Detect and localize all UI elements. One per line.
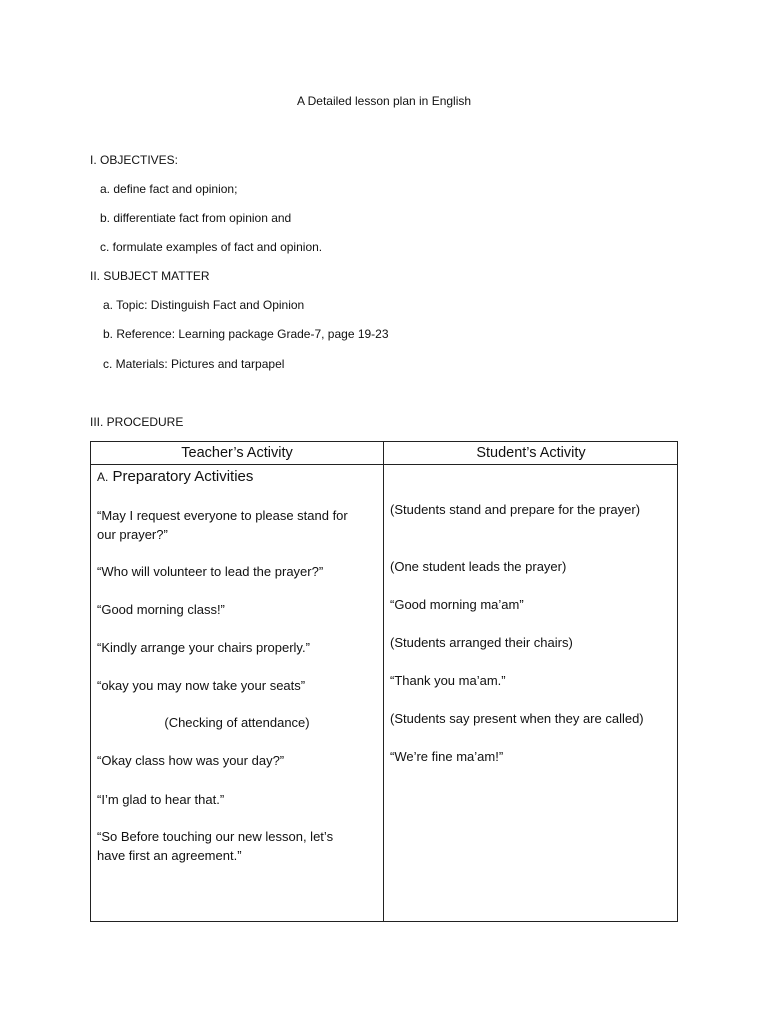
student-activity-header: Student’s Activity — [476, 445, 586, 461]
student-line: (One student leads the prayer) — [390, 559, 567, 574]
section-heading — [97, 467, 253, 487]
teacher-line: “okay you may now take your seats” — [97, 678, 306, 693]
objective-item: b. differentiate fact from opinion and — [100, 211, 292, 225]
subject-matter-heading: II. SUBJECT MATTER — [90, 269, 210, 283]
teacher-line: have first an agreement.” — [97, 848, 242, 863]
objectives-heading: I. OBJECTIVES: — [90, 153, 179, 167]
teacher-line: “Who will volunteer to lead the prayer?” — [97, 564, 324, 579]
table-column-divider — [383, 442, 384, 921]
subject-matter-item: a. Topic: Distinguish Fact and Opinion — [103, 298, 305, 312]
teacher-line: “So Before touching our new lesson, let’s — [97, 829, 334, 844]
teacher-line: “I’m glad to hear that.” — [97, 792, 225, 807]
student-line: “Good morning ma’am” — [390, 597, 524, 612]
section-title: Preparatory Activities — [112, 468, 254, 485]
subject-matter-item: b. Reference: Learning package Grade-7, page 19-23 — [103, 327, 389, 341]
teacher-line: our prayer?” — [97, 527, 168, 542]
table-header-divider — [91, 464, 677, 465]
teacher-line: (Checking of attendance) — [164, 715, 310, 730]
student-line: (Students arranged their chairs) — [390, 635, 573, 650]
section-letter: A. — [97, 470, 109, 484]
student-line: (Students stand and prepare for the prayer) — [390, 502, 641, 517]
teacher-line: “Kindly arrange your chairs properly.” — [97, 640, 310, 655]
subject-matter-item: c. Materials: Pictures and tarpapel — [103, 357, 285, 371]
procedure-heading: III. PROCEDURE — [90, 415, 184, 429]
student-line: “We’re fine ma’am!” — [390, 749, 504, 764]
teacher-line: “Good morning class!” — [97, 602, 225, 617]
objective-item: c. formulate examples of fact and opinion. — [100, 240, 323, 254]
objective-item: a. define fact and opinion; — [100, 182, 238, 196]
student-line: (Students say present when they are called) — [390, 711, 644, 726]
procedure-table — [90, 441, 678, 922]
teacher-line: “Okay class how was your day?” — [97, 753, 285, 768]
teacher-line: “May I request everyone to please stand for — [97, 508, 348, 523]
student-line: “Thank you ma’am.” — [390, 673, 506, 688]
document-title: A Detailed lesson plan in English — [296, 94, 472, 108]
teacher-activity-header: Teacher’s Activity — [181, 445, 293, 461]
